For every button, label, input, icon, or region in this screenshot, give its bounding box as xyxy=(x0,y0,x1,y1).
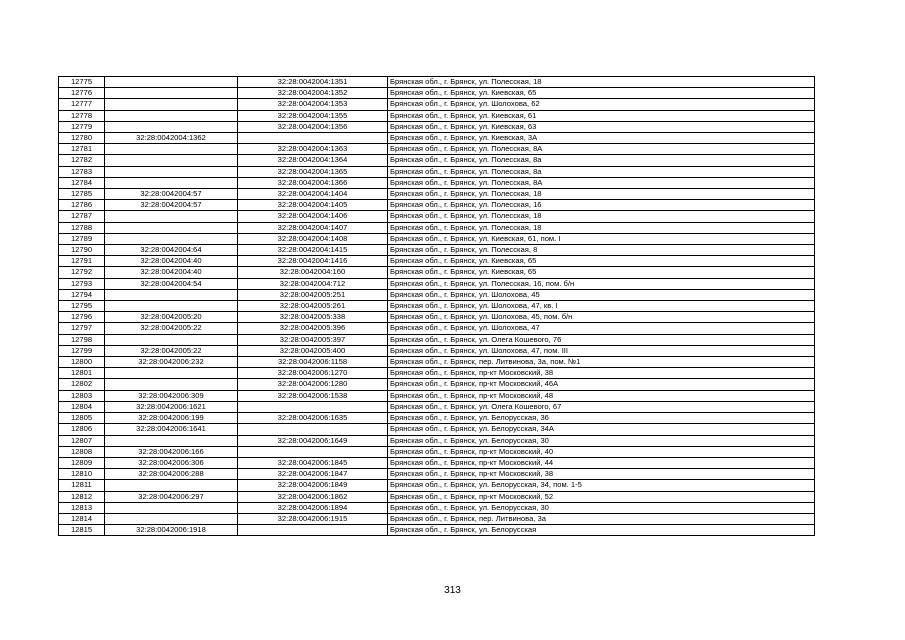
old-cadastral-number-cell: 32:28:0042006:288 xyxy=(105,469,238,480)
row-number-cell: 12803 xyxy=(59,390,105,401)
row-number-cell: 12800 xyxy=(59,357,105,368)
address-cell: Брянская обл., г. Брянск, ул. Полесская, 16, пом. б/н xyxy=(388,278,815,289)
row-number-cell: 12779 xyxy=(59,121,105,132)
old-cadastral-number-cell: 32:28:0042005:20 xyxy=(105,312,238,323)
row-number-cell: 12809 xyxy=(59,457,105,468)
new-cadastral-number-cell: 32:28:0042004:712 xyxy=(238,278,388,289)
table-row xyxy=(59,379,815,390)
address-cell: Брянская обл., г. Брянск, ул. Киевская, 65 xyxy=(388,88,815,99)
row-number-cell: 12799 xyxy=(59,345,105,356)
row-number-cell: 12802 xyxy=(59,379,105,390)
old-cadastral-number-cell xyxy=(105,435,238,446)
old-cadastral-number-cell xyxy=(105,77,238,88)
old-cadastral-number-cell: 32:28:0042004:40 xyxy=(105,256,238,267)
table-row xyxy=(59,323,815,334)
new-cadastral-number-cell: 32:28:0042004:1416 xyxy=(238,256,388,267)
table-row xyxy=(59,334,815,345)
cadastral-registry-table xyxy=(58,76,815,536)
old-cadastral-number-cell xyxy=(105,334,238,345)
old-cadastral-number-cell: 32:28:0042006:166 xyxy=(105,446,238,457)
row-number-cell: 12786 xyxy=(59,200,105,211)
address-cell: Брянская обл., г. Брянск, ул. Шолохова, 47, пом. III xyxy=(388,345,815,356)
address-cell: Брянская обл., г. Брянск, ул. Полесская, 18 xyxy=(388,189,815,200)
old-cadastral-number-cell: 32:28:0042006:232 xyxy=(105,357,238,368)
address-cell: Брянская обл., г. Брянск, ул. Полесская, 8а xyxy=(388,166,815,177)
row-number-cell: 12789 xyxy=(59,233,105,244)
new-cadastral-number-cell: 32:28:0042005:400 xyxy=(238,345,388,356)
address-cell: Брянская обл., г. Брянск, ул. Киевская, 61, пом. I xyxy=(388,233,815,244)
table-row xyxy=(59,457,815,468)
new-cadastral-number-cell: 32:28:0042006:1649 xyxy=(238,435,388,446)
new-cadastral-number-cell: 32:28:0042004:1405 xyxy=(238,200,388,211)
new-cadastral-number-cell: 32:28:0042004:1352 xyxy=(238,88,388,99)
table-row xyxy=(59,211,815,222)
table-row xyxy=(59,357,815,368)
table-row xyxy=(59,245,815,256)
table-row xyxy=(59,110,815,121)
address-cell: Брянская обл., г. Брянск, ул. Белорусская, 30 xyxy=(388,502,815,513)
table-row xyxy=(59,133,815,144)
address-cell: Брянская обл., г. Брянск, пр-кт Московский, 48 xyxy=(388,390,815,401)
table-row xyxy=(59,435,815,446)
table-row xyxy=(59,502,815,513)
row-number-cell: 12807 xyxy=(59,435,105,446)
old-cadastral-number-cell: 32:28:0042004:54 xyxy=(105,278,238,289)
new-cadastral-number-cell: 32:28:0042006:1635 xyxy=(238,413,388,424)
old-cadastral-number-cell xyxy=(105,233,238,244)
new-cadastral-number-cell: 32:28:0042004:160 xyxy=(238,267,388,278)
row-number-cell: 12812 xyxy=(59,491,105,502)
address-cell: Брянская обл., г. Брянск, ул. Киевская, 63 xyxy=(388,121,815,132)
old-cadastral-number-cell: 32:28:0042006:1641 xyxy=(105,424,238,435)
old-cadastral-number-cell xyxy=(105,301,238,312)
row-number-cell: 12791 xyxy=(59,256,105,267)
row-number-cell: 12805 xyxy=(59,413,105,424)
table-row xyxy=(59,513,815,524)
address-cell: Брянская обл., г. Брянск, ул. Белорусская xyxy=(388,525,815,536)
table-row xyxy=(59,233,815,244)
address-cell: Брянская обл., г. Брянск, ул. Полесская, 18 xyxy=(388,222,815,233)
old-cadastral-number-cell: 32:28:0042004:40 xyxy=(105,267,238,278)
old-cadastral-number-cell: 32:28:0042004:57 xyxy=(105,189,238,200)
old-cadastral-number-cell xyxy=(105,368,238,379)
table-row xyxy=(59,155,815,166)
address-cell: Брянская обл., г. Брянск, ул. Шолохова, 47, кв. I xyxy=(388,301,815,312)
address-cell: Брянская обл., г. Брянск, ул. Белорусская, 30 xyxy=(388,435,815,446)
new-cadastral-number-cell: 32:28:0042004:1364 xyxy=(238,155,388,166)
table-row xyxy=(59,256,815,267)
address-cell: Брянская обл., г. Брянск, ул. Киевская, 65 xyxy=(388,267,815,278)
page-number: 313 xyxy=(444,585,461,596)
old-cadastral-number-cell: 32:28:0042004:64 xyxy=(105,245,238,256)
row-number-cell: 12808 xyxy=(59,446,105,457)
address-cell: Брянская обл., г. Брянск, ул. Полесская, 8 xyxy=(388,245,815,256)
address-cell: Брянская обл., г. Брянск, ул. Киевская, 65 xyxy=(388,256,815,267)
address-cell: Брянская обл., г. Брянск, ул. Полесская, 8А xyxy=(388,144,815,155)
new-cadastral-number-cell: 32:28:0042006:1280 xyxy=(238,379,388,390)
old-cadastral-number-cell: 32:28:0042006:199 xyxy=(105,413,238,424)
row-number-cell: 12796 xyxy=(59,312,105,323)
new-cadastral-number-cell xyxy=(238,446,388,457)
new-cadastral-number-cell: 32:28:0042004:1408 xyxy=(238,233,388,244)
table-row xyxy=(59,166,815,177)
row-number-cell: 12775 xyxy=(59,77,105,88)
new-cadastral-number-cell xyxy=(238,525,388,536)
old-cadastral-number-cell: 32:28:0042006:306 xyxy=(105,457,238,468)
table-row xyxy=(59,390,815,401)
address-cell: Брянская обл., г. Брянск, ул. Белорусская, 34, пом. 1-5 xyxy=(388,480,815,491)
row-number-cell: 12780 xyxy=(59,133,105,144)
address-cell: Брянская обл., г. Брянск, пр-кт Московский, 46А xyxy=(388,379,815,390)
new-cadastral-number-cell: 32:28:0042005:261 xyxy=(238,301,388,312)
table-row xyxy=(59,289,815,300)
new-cadastral-number-cell: 32:28:0042006:1538 xyxy=(238,390,388,401)
row-number-cell: 12783 xyxy=(59,166,105,177)
row-number-cell: 12776 xyxy=(59,88,105,99)
row-number-cell: 12795 xyxy=(59,301,105,312)
table-row xyxy=(59,88,815,99)
address-cell: Брянская обл., г. Брянск, ул. Полесская, 18 xyxy=(388,211,815,222)
old-cadastral-number-cell xyxy=(105,144,238,155)
old-cadastral-number-cell: 32:28:0042006:1621 xyxy=(105,401,238,412)
address-cell: Брянская обл., г. Брянск, ул. Полесская, 8а xyxy=(388,155,815,166)
table-row xyxy=(59,312,815,323)
row-number-cell: 12813 xyxy=(59,502,105,513)
address-cell: Брянская обл., г. Брянск, ул. Киевская, 3А xyxy=(388,133,815,144)
address-cell: Брянская обл., г. Брянск, пр-кт Московский, 38 xyxy=(388,368,815,379)
new-cadastral-number-cell: 32:28:0042006:1158 xyxy=(238,357,388,368)
new-cadastral-number-cell: 32:28:0042005:251 xyxy=(238,289,388,300)
row-number-cell: 12797 xyxy=(59,323,105,334)
old-cadastral-number-cell xyxy=(105,513,238,524)
row-number-cell: 12784 xyxy=(59,177,105,188)
row-number-cell: 12798 xyxy=(59,334,105,345)
table-row xyxy=(59,144,815,155)
row-number-cell: 12785 xyxy=(59,189,105,200)
new-cadastral-number-cell: 32:28:0042004:1355 xyxy=(238,110,388,121)
new-cadastral-number-cell: 32:28:0042004:1365 xyxy=(238,166,388,177)
row-number-cell: 12793 xyxy=(59,278,105,289)
row-number-cell: 12811 xyxy=(59,480,105,491)
address-cell: Брянская обл., г. Брянск, ул. Шолохова, 47 xyxy=(388,323,815,334)
new-cadastral-number-cell: 32:28:0042006:1915 xyxy=(238,513,388,524)
address-cell: Брянская обл., г. Брянск, пр-кт Московский, 52 xyxy=(388,491,815,502)
new-cadastral-number-cell: 32:28:0042006:1862 xyxy=(238,491,388,502)
new-cadastral-number-cell: 32:28:0042005:338 xyxy=(238,312,388,323)
row-number-cell: 12788 xyxy=(59,222,105,233)
address-cell: Брянская обл., г. Брянск, ул. Шолохова, 45 xyxy=(388,289,815,300)
table-row xyxy=(59,413,815,424)
address-cell: Брянская обл., г. Брянск, ул. Белорусская, 36 xyxy=(388,413,815,424)
table-row xyxy=(59,446,815,457)
row-number-cell: 12806 xyxy=(59,424,105,435)
row-number-cell: 12787 xyxy=(59,211,105,222)
new-cadastral-number-cell: 32:28:0042006:1847 xyxy=(238,469,388,480)
address-cell: Брянская обл., г. Брянск, пер. Литвинова, 3а, пом. №1 xyxy=(388,357,815,368)
address-cell: Брянская обл., г. Брянск, ул. Олега Кошевого, 67 xyxy=(388,401,815,412)
new-cadastral-number-cell: 32:28:0042004:1406 xyxy=(238,211,388,222)
address-cell: Брянская обл., г. Брянск, ул. Олега Кошевого, 76 xyxy=(388,334,815,345)
table-row xyxy=(59,177,815,188)
table-row xyxy=(59,469,815,480)
address-cell: Брянская обл., г. Брянск, пр-кт Московский, 40 xyxy=(388,446,815,457)
old-cadastral-number-cell xyxy=(105,155,238,166)
address-cell: Брянская обл., г. Брянск, пр-кт Московский, 38 xyxy=(388,469,815,480)
new-cadastral-number-cell: 32:28:0042004:1363 xyxy=(238,144,388,155)
old-cadastral-number-cell xyxy=(105,166,238,177)
row-number-cell: 12810 xyxy=(59,469,105,480)
old-cadastral-number-cell xyxy=(105,379,238,390)
table-row xyxy=(59,189,815,200)
table-row xyxy=(59,368,815,379)
row-number-cell: 12778 xyxy=(59,110,105,121)
old-cadastral-number-cell: 32:28:0042004:57 xyxy=(105,200,238,211)
row-number-cell: 12794 xyxy=(59,289,105,300)
old-cadastral-number-cell xyxy=(105,211,238,222)
old-cadastral-number-cell xyxy=(105,502,238,513)
old-cadastral-number-cell xyxy=(105,480,238,491)
row-number-cell: 12777 xyxy=(59,99,105,110)
row-number-cell: 12790 xyxy=(59,245,105,256)
row-number-cell: 12792 xyxy=(59,267,105,278)
row-number-cell: 12781 xyxy=(59,144,105,155)
address-cell: Брянская обл., г. Брянск, ул. Полесская, 16 xyxy=(388,200,815,211)
old-cadastral-number-cell xyxy=(105,177,238,188)
new-cadastral-number-cell: 32:28:0042004:1366 xyxy=(238,177,388,188)
table-row xyxy=(59,345,815,356)
new-cadastral-number-cell: 32:28:0042005:396 xyxy=(238,323,388,334)
table-row xyxy=(59,301,815,312)
new-cadastral-number-cell: 32:28:0042006:1894 xyxy=(238,502,388,513)
new-cadastral-number-cell: 32:28:0042006:1270 xyxy=(238,368,388,379)
row-number-cell: 12801 xyxy=(59,368,105,379)
row-number-cell: 12815 xyxy=(59,525,105,536)
old-cadastral-number-cell xyxy=(105,99,238,110)
table-row xyxy=(59,480,815,491)
old-cadastral-number-cell: 32:28:0042006:1918 xyxy=(105,525,238,536)
row-number-cell: 12804 xyxy=(59,401,105,412)
new-cadastral-number-cell: 32:28:0042004:1407 xyxy=(238,222,388,233)
new-cadastral-number-cell: 32:28:0042004:1353 xyxy=(238,99,388,110)
address-cell: Брянская обл., г. Брянск, ул. Шолохова, 45, пом. б/н xyxy=(388,312,815,323)
old-cadastral-number-cell xyxy=(105,110,238,121)
row-number-cell: 12782 xyxy=(59,155,105,166)
table-row xyxy=(59,424,815,435)
table-row xyxy=(59,278,815,289)
old-cadastral-number-cell xyxy=(105,289,238,300)
address-cell: Брянская обл., г. Брянск, ул. Полесская, 18 xyxy=(388,77,815,88)
table-row xyxy=(59,222,815,233)
new-cadastral-number-cell: 32:28:0042004:1351 xyxy=(238,77,388,88)
new-cadastral-number-cell xyxy=(238,424,388,435)
old-cadastral-number-cell: 32:28:0042006:297 xyxy=(105,491,238,502)
table-row xyxy=(59,401,815,412)
old-cadastral-number-cell xyxy=(105,88,238,99)
table-row xyxy=(59,121,815,132)
table-row xyxy=(59,99,815,110)
table-row xyxy=(59,525,815,536)
table-row xyxy=(59,491,815,502)
address-cell: Брянская обл., г. Брянск, ул. Полесская, 8А xyxy=(388,177,815,188)
table-row xyxy=(59,200,815,211)
address-cell: Брянская обл., г. Брянск, пр-кт Московский, 44 xyxy=(388,457,815,468)
table-row xyxy=(59,77,815,88)
new-cadastral-number-cell: 32:28:0042004:1356 xyxy=(238,121,388,132)
address-cell: Брянская обл., г. Брянск, ул. Белорусская, 34А xyxy=(388,424,815,435)
old-cadastral-number-cell: 32:28:0042006:309 xyxy=(105,390,238,401)
address-cell: Брянская обл., г. Брянск, ул. Киевская, 61 xyxy=(388,110,815,121)
old-cadastral-number-cell: 32:28:0042004:1362 xyxy=(105,133,238,144)
new-cadastral-number-cell: 32:28:0042004:1404 xyxy=(238,189,388,200)
new-cadastral-number-cell xyxy=(238,401,388,412)
new-cadastral-number-cell xyxy=(238,133,388,144)
address-cell: Брянская обл., г. Брянск, пер. Литвинова, 3а xyxy=(388,513,815,524)
row-number-cell: 12814 xyxy=(59,513,105,524)
new-cadastral-number-cell: 32:28:0042005:397 xyxy=(238,334,388,345)
address-cell: Брянская обл., г. Брянск, ул. Шолохова, 62 xyxy=(388,99,815,110)
old-cadastral-number-cell: 32:28:0042005:22 xyxy=(105,323,238,334)
new-cadastral-number-cell: 32:28:0042004:1415 xyxy=(238,245,388,256)
old-cadastral-number-cell xyxy=(105,222,238,233)
old-cadastral-number-cell xyxy=(105,121,238,132)
old-cadastral-number-cell: 32:28:0042005:22 xyxy=(105,345,238,356)
table-body xyxy=(59,77,815,536)
new-cadastral-number-cell: 32:28:0042006:1845 xyxy=(238,457,388,468)
new-cadastral-number-cell: 32:28:0042006:1849 xyxy=(238,480,388,491)
table-row xyxy=(59,267,815,278)
